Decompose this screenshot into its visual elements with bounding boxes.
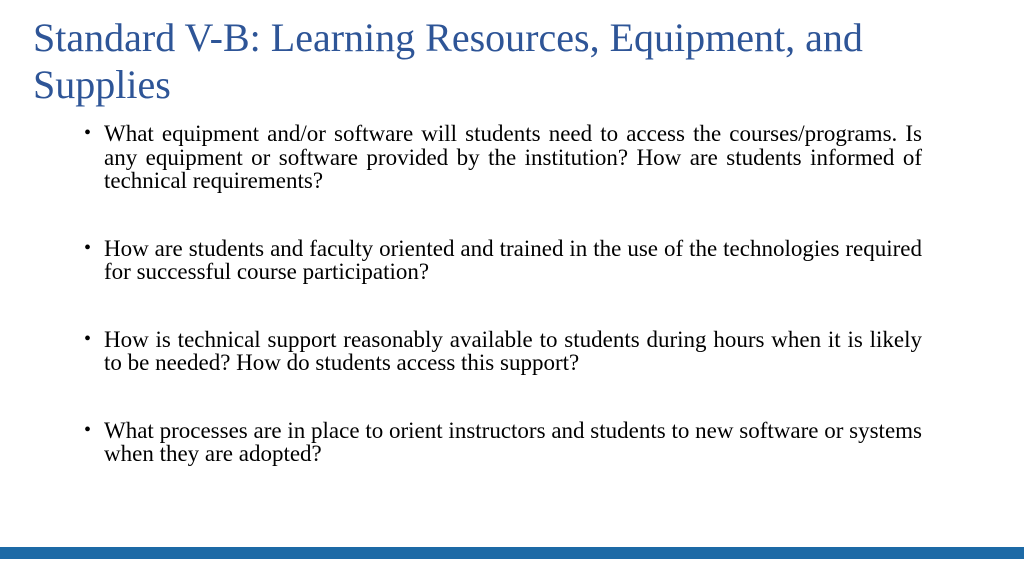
- bullet-marker: •: [84, 236, 92, 259]
- bullet-marker: •: [84, 418, 92, 441]
- bullet-text: What equipment and/or software will students need to access the courses/programs. Is any equipment or software provided by the institution? How are students informed of technical requirements?: [104, 121, 922, 193]
- bullet-marker: •: [84, 327, 92, 350]
- bullet-item: [84, 237, 922, 284]
- bullet-text: What processes are in place to orient instructors and students to new software or systems when they are adopted?: [104, 417, 922, 466]
- bullet-item: [84, 419, 922, 466]
- bullet-text: How are students and faculty oriented and trained in the use of the technologies required for successful course participation?: [104, 235, 922, 284]
- slide-title: Standard V-B: Learning Resources, Equipment, and Supplies: [33, 15, 863, 107]
- bullet-list: [84, 122, 922, 510]
- bullet-marker: •: [84, 122, 92, 144]
- footer-bar: [0, 547, 1024, 559]
- bullet-item: [84, 328, 922, 375]
- bullet-text: How is technical support reasonably available to students during hours when it is likely to be needed? How do students access this support?: [104, 326, 922, 375]
- bullet-item: [84, 122, 922, 193]
